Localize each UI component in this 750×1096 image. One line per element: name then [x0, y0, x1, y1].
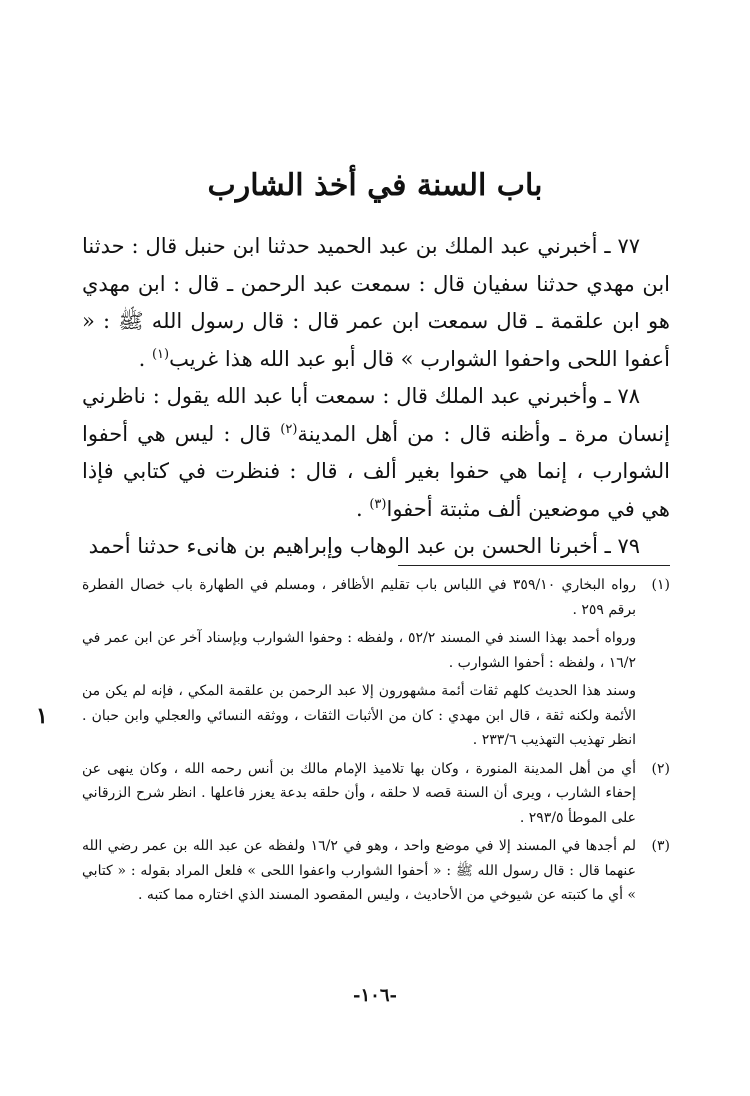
footnote-2 [82, 757, 670, 831]
hadith-77-line-3: ابن علقمة ـ قال سمعت ابن عمر قال : قال رسول الله ﷺ : « أعفوا [82, 309, 670, 371]
footnote-3 [82, 834, 670, 908]
page-number: -١٠٦- [353, 985, 397, 1006]
footnotes [82, 573, 670, 912]
margin-mark: ١ [36, 703, 48, 729]
footnote-1-para-3: وسند هذا الحديث كلهم ثقات أئمة مشهورون إلا عبد الرحمن بن علقمة المكي ، فإنه لم يكن من الأئمة ولكنه ثقة ، قال ابن مهدي : كان من الأثبات الثقات ، ووثقه النسائي والعجلي وابن حبان . انظر تهذيب التهذيب ٢٣٣/٦ . [82, 683, 636, 748]
hadith-78-line-4: موضعين ألف مثبتة أحفوا [386, 496, 601, 521]
hadith-78-end: . [355, 496, 370, 521]
hadith-78-line-3: الشوارب ، إنما هي حفوا بغير ألف ، قال : فنظرت في كتابي فإذا هي في [82, 459, 670, 521]
footnote-1-para-1: رواه البخاري ٣٥٩/١٠ في اللباس باب تقليم الأظافر ، ومسلم في الطهارة باب خصال الفطرة برقم ٢٥٩ . [82, 577, 636, 618]
hadith-78-line-2: إنسان مرة ـ وأظنه قال : من أهل المدينة [297, 421, 670, 446]
footnote-number: (٢) [651, 760, 670, 777]
hadith-77-line-2: ابن مهدي حدثنا سفيان قال : سمعت عبد الرحمن ـ قال : ابن مهدي هو [82, 271, 670, 333]
footnote-separator [398, 565, 670, 566]
hadith-78-line-1: ٧٨ ـ وأخبرني عبد الملك قال : سمعت أبا عبد الله يقول : ناظرني [82, 384, 640, 408]
footnote-text [82, 757, 636, 831]
footnote-3-para-1: لم أجدها في المسند إلا في موضع واحد ، وهو في ١٦/٢ ولفظه عن عبد الله بن عمر رضي الله عنهما قال : قال رسول الله ﷺ : « أحفوا الشوارب واعفوا اللحى » فلعل المراد بقوله : « كتابي » أي ما كتبته عن شيوخي من الأحاديث ، وليس المقصود المسند الذي اختاره مما كتبه . [82, 838, 636, 903]
chapter-title: باب السنة في أخذ الشارب [207, 168, 543, 203]
hadith-79 [82, 528, 670, 566]
footnote-ref-3[interactable]: (٣) [369, 496, 387, 512]
footnote-number: (٣) [651, 838, 670, 854]
footnote-ref-2[interactable]: (٢) [280, 421, 298, 437]
footnote-2-para-1: أي من أهل المدينة المنورة ، وكان بها تلاميذ الإمام مالك بن أنس رحمه الله ، وكان ينهى عن إحفاء الشارب ، ويرى أن السنة قصه لا حلقه ، وأن حلقه بدعة يعزر فاعلها . انظر شرح الزرقاني على الموطأ ٢٩٣/٥ . [82, 760, 636, 826]
footnote-text [82, 834, 636, 908]
hadith-77 [82, 228, 670, 378]
hadith-77-line-1: ٧٧ ـ أخبرني عبد الملك بن عبد الحميد حدثنا ابن حنبل قال : حدثنا [82, 234, 640, 258]
main-text [82, 228, 670, 566]
footnote-ref-1[interactable]: (١) [151, 346, 170, 362]
hadith-78 [82, 378, 670, 528]
hadith-77-line-4: اللحى واحفوا الشوارب » قال أبو عبد الله هذا غريب [169, 346, 618, 371]
hadith-77-end: . [138, 346, 152, 371]
footnote-number: (١) [651, 577, 670, 593]
footnote-1-para-2: ورواه أحمد بهذا السند في المسند ٥٢/٢ ، ولفظه : وحفوا الشوارب وبإسناد آخر عن ابن عمر في ١٦/٢ ، ولفظه : أحفوا الشوارب . [82, 630, 636, 671]
footnote-text [82, 573, 636, 753]
hadith-78-line-2-cont: قال : ليس هي أحفوا [82, 421, 281, 446]
hadith-79-line-1: ٧٩ ـ أخبرنا الحسن بن عبد الوهاب وإبراهيم بن هانىء حدثنا أحمد [88, 534, 640, 558]
footnote-1 [82, 573, 670, 753]
